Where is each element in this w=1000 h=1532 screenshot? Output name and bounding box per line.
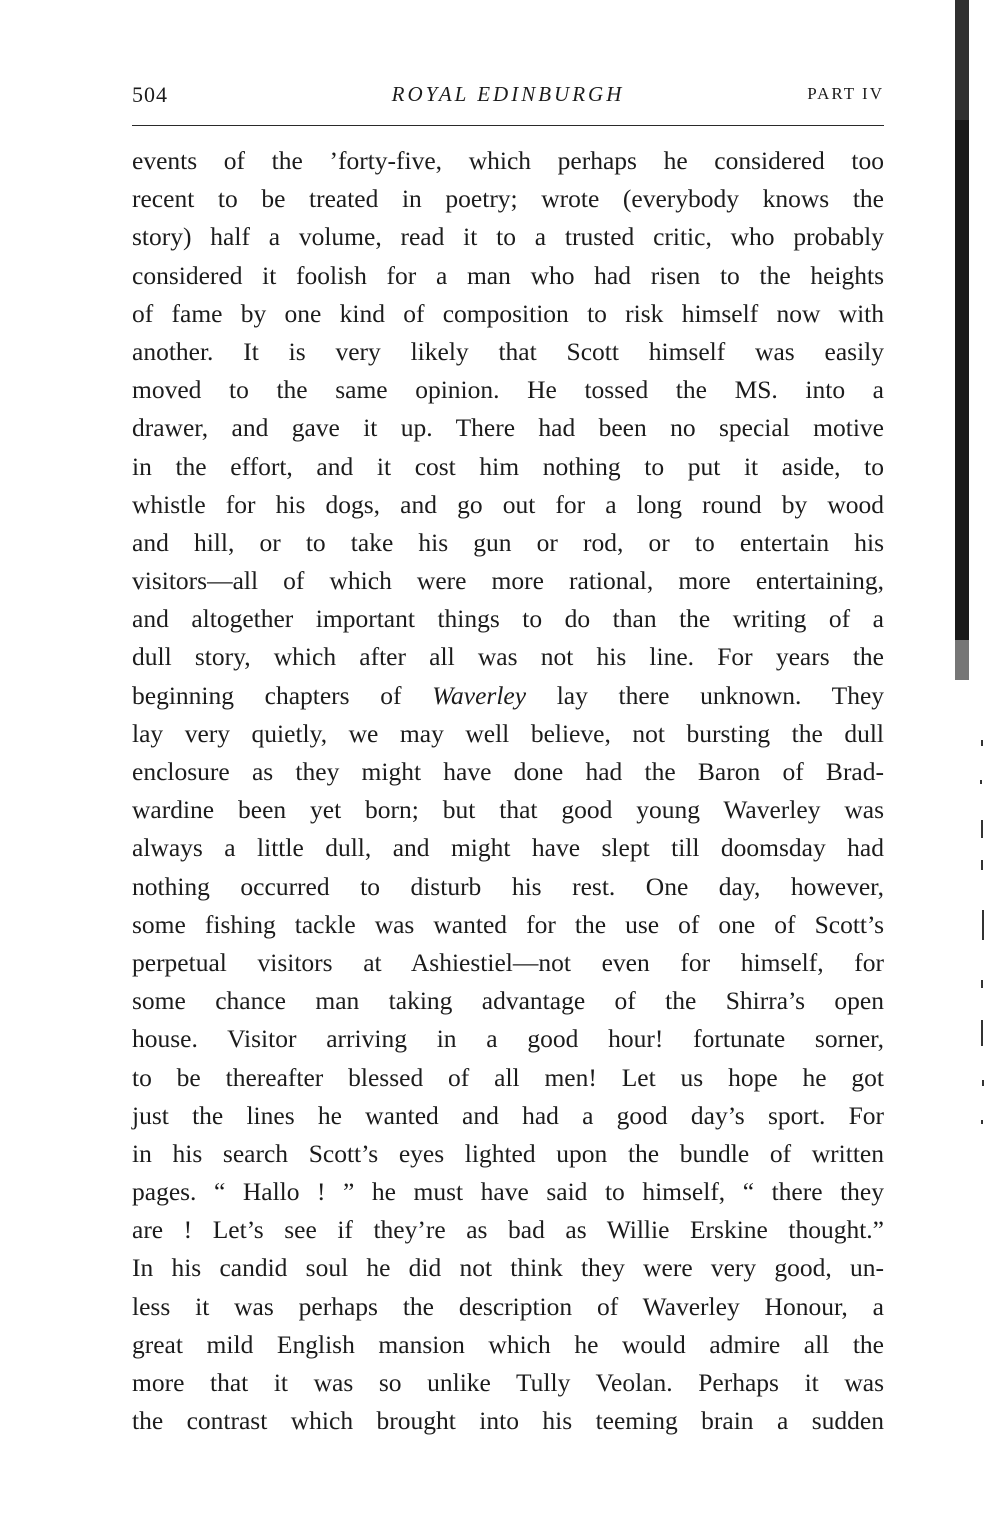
text-line: visitors—all of which were more rational, more entertaining, <box>132 566 884 596</box>
text-line: and hill, or to take his gun or rod, or to entertain his <box>132 527 884 557</box>
text-line <box>132 677 884 715</box>
edge-shadow-band <box>955 380 969 640</box>
text-line: less it was perhaps the description of Waverley Honour, a <box>132 1291 884 1321</box>
text-line: In his candid soul he did not think they were very good, un- <box>132 1253 884 1283</box>
text-line: are ! Let’s see if they’re as bad as Willie Erskine thought.” <box>132 1215 884 1245</box>
text-line: whistle for his dogs, and go out for a long round by wood <box>132 489 884 519</box>
text-line: to be thereafter blessed of all men! Let us hope he got <box>132 1062 884 1092</box>
text-line: events of the ’forty-five, which perhaps he considered too <box>132 146 884 175</box>
body-text <box>132 142 884 1440</box>
text-line: nothing occurred to disturb his rest. One day, however, <box>132 871 884 901</box>
text-line: wardine been yet born; but that good young Waverley was <box>132 795 884 825</box>
text-line: some chance man taking advantage of the Shirra’s open <box>132 986 884 1016</box>
text-line: in his search Scott’s eyes lighted upon the bundle of written <box>132 1138 884 1168</box>
text-line: another. It is very likely that Scott himself was easily <box>132 336 884 366</box>
text-line: dull story, which after all was not his line. For years the <box>132 642 884 672</box>
part-label: PART IV <box>807 84 884 103</box>
text-run: lay there unknown. They <box>526 680 885 710</box>
text-line: in the effort, and it cost him nothing to put it aside, to <box>132 451 884 481</box>
text-line: perpetual visitors at Ashiestiel—not even for himself, for <box>132 947 884 977</box>
edge-shadow-band <box>955 640 969 680</box>
text-line: enclosure as they might have done had the Baron of Brad- <box>132 757 884 786</box>
text-line: pages. “ Hallo ! ” he must have said to himself, “ there they <box>132 1177 884 1207</box>
text-line: house. Visitor arriving in a good hour! fortunate sorner, <box>132 1024 884 1054</box>
page-edge-shadow <box>955 0 969 1532</box>
text-line: recent to be treated in poetry; wrote (everybody knows the <box>132 184 884 214</box>
text-line: always a little dull, and might have slept till doomsday had <box>132 833 884 863</box>
text-line: more that it was so unlike Tully Veolan. Perhaps it was <box>132 1368 884 1397</box>
book-title-italic: Waverley <box>432 680 527 710</box>
text-line: of fame by one kind of composition to risk himself now with <box>132 298 884 328</box>
text-line: story) half a volume, read it to a trusted critic, who probably <box>132 222 884 252</box>
header-rule <box>132 125 884 126</box>
text-run: beginning chapters of <box>132 680 433 710</box>
text-line: considered it foolish for a man who had risen to the heights <box>132 260 884 290</box>
text-line: the contrast which brought into his teeming brain a sudden <box>132 1406 884 1436</box>
edge-shadow-band <box>955 120 969 380</box>
margin-specks <box>972 720 992 1140</box>
page-header <box>132 78 884 112</box>
text-line: and altogether important things to do than the writing of a <box>132 604 884 634</box>
edge-shadow-band <box>955 0 969 120</box>
text-line: just the lines he wanted and had a good day’s sport. For <box>132 1100 884 1130</box>
text-line: moved to the same opinion. He tossed the MS. into a <box>132 375 884 405</box>
text-line: lay very quietly, we may well believe, not bursting the dull <box>132 718 884 748</box>
text-line: drawer, and gave it up. There had been no special motive <box>132 413 884 443</box>
text-line: some fishing tackle was wanted for the use of one of Scott’s <box>132 909 884 939</box>
page-number: 504 <box>132 82 168 107</box>
text-line: great mild English mansion which he would admire all the <box>132 1329 884 1359</box>
running-title: ROYAL EDINBURGH <box>391 82 625 106</box>
